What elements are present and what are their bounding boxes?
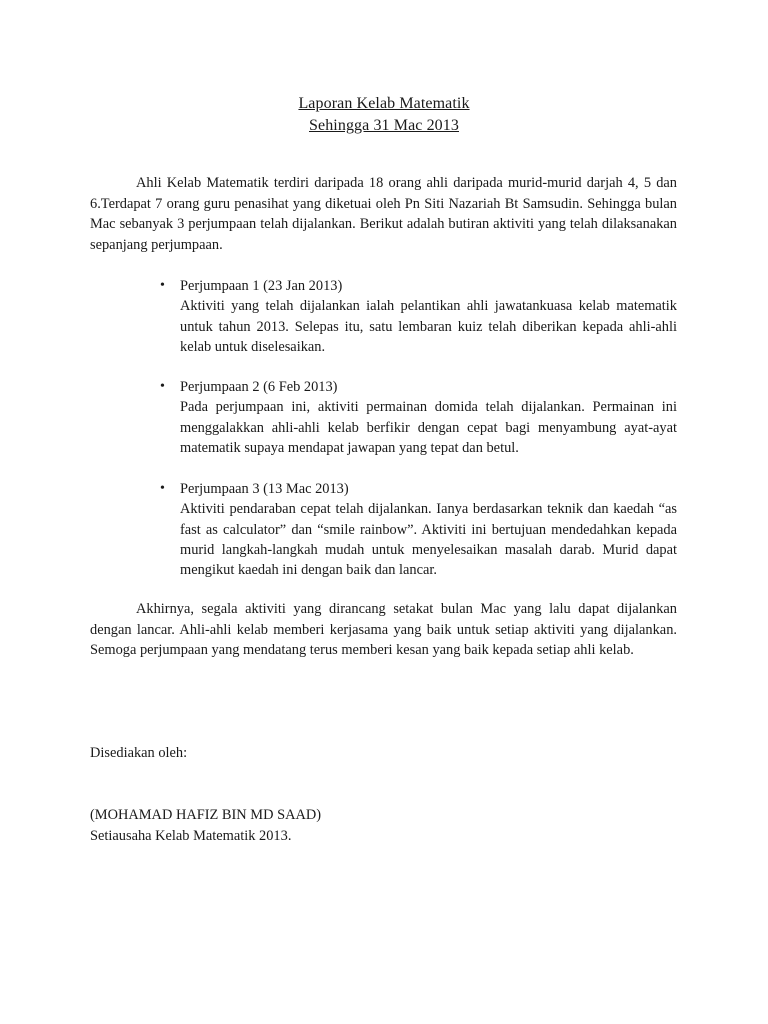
bullet-icon: • (160, 278, 165, 293)
document-subtitle: Sehingga 31 Mac 2013 (309, 117, 459, 134)
intro-paragraph: Ahli Kelab Matematik terdiri daripada 18 orang ahli daripada murid-murid darjah 4, 5 dan 6.Terdapat 7 orang guru penasihat yang diketuai oleh Pn Siti Nazariah Bt Samsudin. Sehingga bulan Mac sebanyak 3 perjumpaan telah dijalankan. Berikut adalah butiran aktiviti yang telah dilaksanakan sepanjang perjumpaan. (90, 175, 677, 253)
prepared-by-label: Disediakan oleh: (90, 745, 188, 761)
meeting-description: Aktiviti pendaraban cepat telah dijalankan. Ianya berdasarkan teknik dan kaedah “as fast as calculator” dan “smile rainbow”. Aktiviti ini bertujuan mendedahkan kepada murid langkah-langkah mudah untuk menyelesaikan masalah darab. Murid dapat mengikut kaedah ini dengan baik dan lancar. (180, 501, 677, 579)
bullet-icon: • (160, 481, 165, 496)
bullet-icon: • (160, 379, 165, 394)
meeting-heading: Perjumpaan 1 (23 Jan 2013) (180, 278, 343, 294)
document-title: Laporan Kelab Matematik (298, 95, 470, 112)
meeting-item (160, 276, 677, 357)
meeting-item (160, 479, 677, 580)
preparer-position: Setiausaha Kelab Matematik 2013. (90, 828, 292, 844)
meeting-heading: Perjumpaan 2 (6 Feb 2013) (180, 379, 338, 395)
meeting-item (160, 377, 677, 458)
meeting-description: Pada perjumpaan ini, aktiviti permainan domida telah dijalankan. Permainan ini menggalakkan ahli-ahli kelab berfikir dengan cepat bagi menyambung ayat-ayat matematik supaya mendapat jawapan yang tepat dan betul. (180, 399, 677, 456)
meeting-heading: Perjumpaan 3 (13 Mac 2013) (180, 481, 349, 497)
closing-paragraph: Akhirnya, segala aktiviti yang dirancang setakat bulan Mac yang lalu dapat dijalankan dengan lancar. Ahli-ahli kelab memberi kerjasama yang baik untuk setiap aktiviti yang dijalankan. Semoga perjumpaan yang mendatang terus memberi kesan yang baik kepada setiap ahli kelab. (90, 601, 677, 658)
meeting-description: Aktiviti yang telah dijalankan ialah pelantikan ahli jawatankuasa kelab matematik untuk tahun 2013. Selepas itu, satu lembaran kuiz telah diberikan kepada ahli-ahli kelab untuk diselesaikan. (180, 298, 677, 355)
preparer-name: (MOHAMAD HAFIZ BIN MD SAAD) (90, 807, 322, 823)
